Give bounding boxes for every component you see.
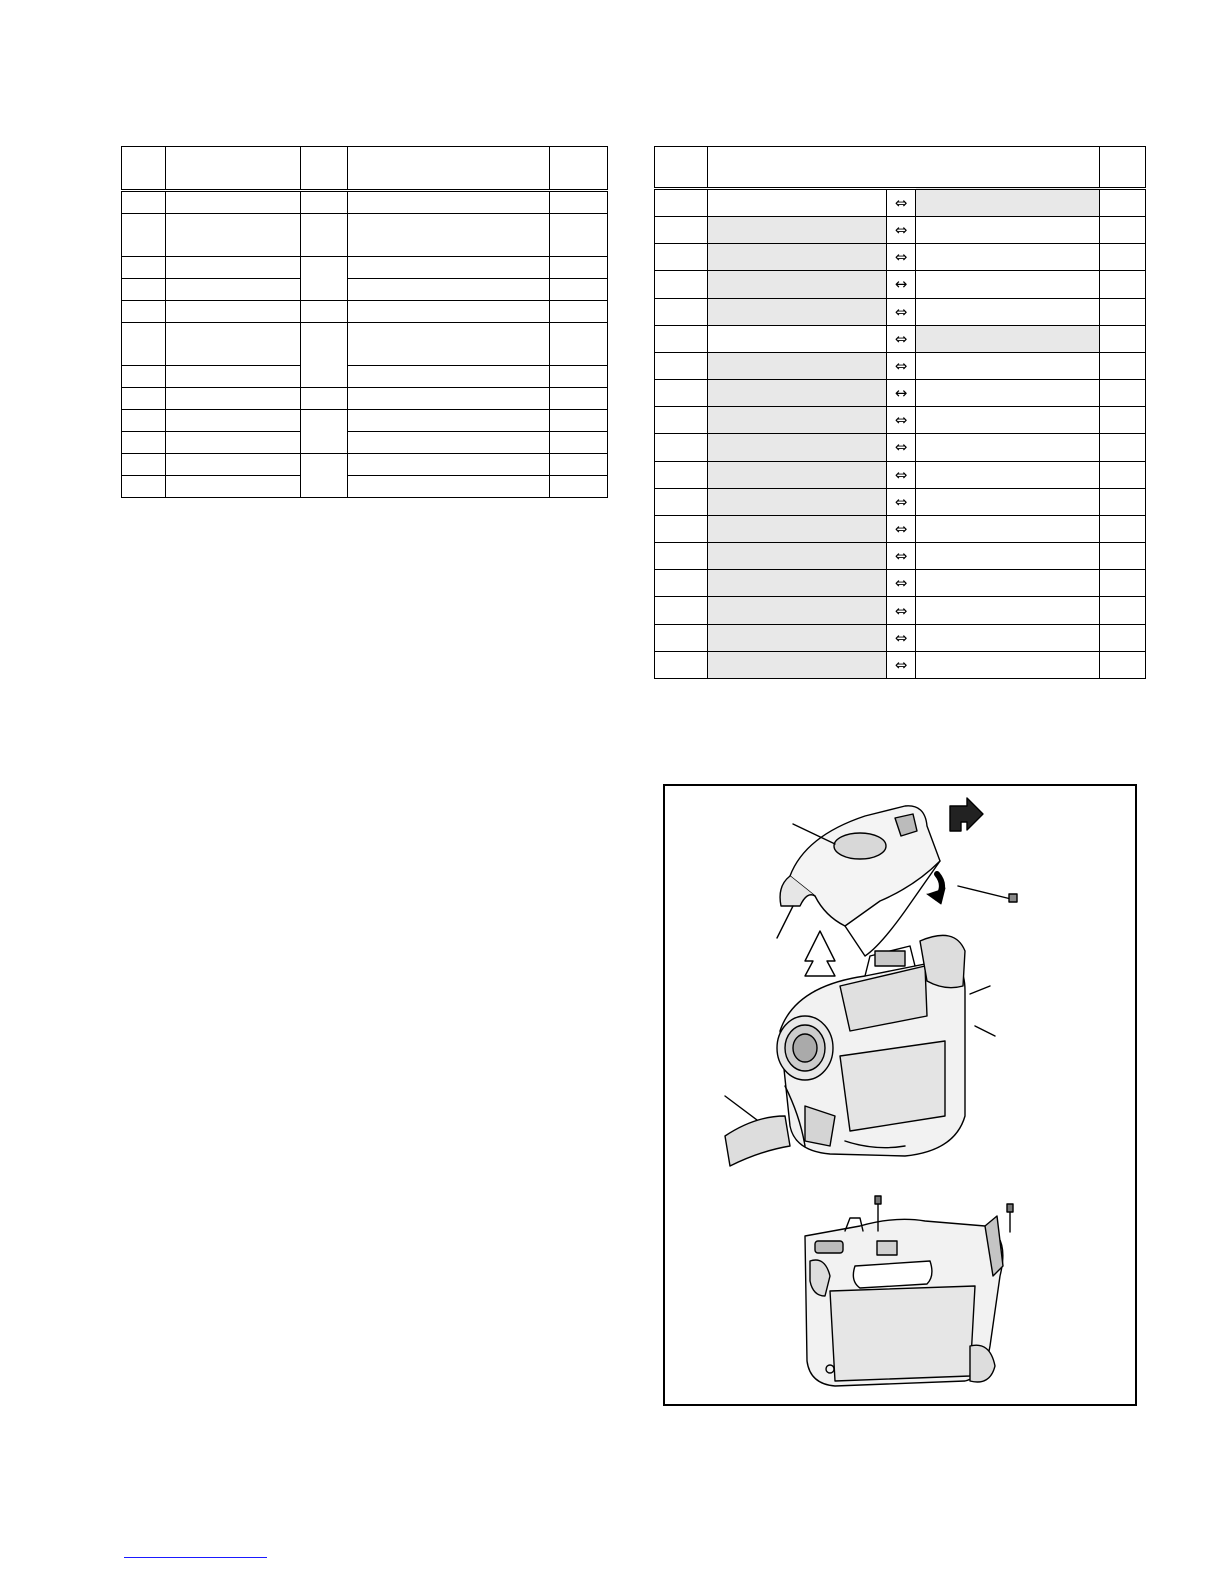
table-row	[655, 651, 1146, 678]
row-number-cell	[655, 515, 708, 542]
table-row	[122, 257, 608, 279]
right-connector-cell	[916, 461, 1100, 488]
row-number-cell	[655, 651, 708, 678]
connection-arrow-icon: ⇔	[887, 597, 916, 624]
left-connector-cell	[708, 298, 887, 325]
left-connector-cell	[708, 380, 887, 407]
row-number-cell	[655, 380, 708, 407]
connection-arrow-icon: ⇔	[887, 352, 916, 379]
table-row	[655, 624, 1146, 651]
remarks-cell	[1100, 380, 1146, 407]
table-row	[655, 188, 1146, 216]
row-number-cell	[655, 271, 708, 298]
right-connector-cell	[916, 325, 1100, 352]
right-header-cell	[655, 147, 708, 189]
table-row	[655, 244, 1146, 271]
table-row	[655, 488, 1146, 515]
row-number-cell	[655, 461, 708, 488]
table-row	[122, 279, 608, 301]
right-table-header-row	[655, 147, 1146, 189]
remarks-cell	[1100, 543, 1146, 570]
table-row	[122, 409, 608, 431]
connection-arrow-icon: ⇔	[887, 461, 916, 488]
table-row	[655, 434, 1146, 461]
table-row	[122, 475, 608, 497]
right-header-cell	[708, 147, 1100, 189]
right-connector-cell	[916, 217, 1100, 244]
left-connector-cell	[708, 597, 887, 624]
left-header-cell	[550, 147, 608, 191]
row-number-cell	[655, 597, 708, 624]
table-row	[122, 214, 608, 257]
table-row	[655, 570, 1146, 597]
table-row	[122, 387, 608, 409]
table-row	[655, 271, 1146, 298]
right-connector-cell	[916, 570, 1100, 597]
table-row	[655, 515, 1146, 542]
remarks-cell	[1100, 188, 1146, 216]
remarks-cell	[1100, 298, 1146, 325]
right-connector-cell	[916, 651, 1100, 678]
table-row	[655, 325, 1146, 352]
connection-arrow-icon: ⇔	[887, 624, 916, 651]
left-connector-cell	[708, 352, 887, 379]
right-connector-cell	[916, 597, 1100, 624]
left-connector-cell	[708, 570, 887, 597]
connection-arrow-icon: ⇔	[887, 515, 916, 542]
connection-arrow-icon: ⇔	[887, 217, 916, 244]
left-header-cell	[301, 147, 348, 191]
table-row	[655, 543, 1146, 570]
row-number-cell	[655, 188, 708, 216]
table-row	[122, 323, 608, 366]
connection-arrow-icon: ⇔	[887, 325, 916, 352]
connection-arrow-icon: ⇔	[887, 651, 916, 678]
remarks-cell	[1100, 515, 1146, 542]
table-row	[122, 191, 608, 214]
remarks-cell	[1100, 407, 1146, 434]
right-connector-cell	[916, 434, 1100, 461]
connection-arrow-icon: ⇔	[887, 188, 916, 216]
left-connector-cell	[708, 543, 887, 570]
left-connector-cell	[708, 515, 887, 542]
remarks-cell	[1100, 597, 1146, 624]
connection-arrow-icon: ⇔	[887, 570, 916, 597]
left-connector-cell	[708, 461, 887, 488]
left-connector-cell	[708, 407, 887, 434]
table-row	[655, 380, 1146, 407]
left-header-cell	[166, 147, 301, 191]
remarks-cell	[1100, 244, 1146, 271]
left-connector-cell	[708, 271, 887, 298]
right-connector-cell	[916, 515, 1100, 542]
row-number-cell	[655, 434, 708, 461]
connection-arrow-icon: ↔	[887, 271, 916, 298]
remarks-cell	[1100, 352, 1146, 379]
right-connector-cell	[916, 298, 1100, 325]
left-connector-cell	[708, 651, 887, 678]
left-header-cell	[122, 147, 166, 191]
connection-arrow-icon: ↔	[887, 380, 916, 407]
remarks-cell	[1100, 624, 1146, 651]
remarks-cell	[1100, 570, 1146, 597]
remarks-cell	[1100, 488, 1146, 515]
table-row	[122, 431, 608, 453]
disassembly-figure	[663, 784, 1137, 1406]
right-header-cell	[1100, 147, 1146, 189]
row-number-cell	[655, 543, 708, 570]
right-connector-cell	[916, 543, 1100, 570]
row-number-cell	[655, 217, 708, 244]
row-number-cell	[655, 488, 708, 515]
remarks-cell	[1100, 217, 1146, 244]
right-connector-cell	[916, 244, 1100, 271]
left-header-cell	[348, 147, 550, 191]
row-number-cell	[655, 624, 708, 651]
table-row	[655, 298, 1146, 325]
connection-arrow-icon: ⇔	[887, 434, 916, 461]
left-connector-cell	[708, 244, 887, 271]
right-connector-cell	[916, 380, 1100, 407]
left-connector-cell	[708, 488, 887, 515]
left-connector-cell	[708, 624, 887, 651]
connection-arrow-icon: ⇔	[887, 244, 916, 271]
right-connector-cell	[916, 271, 1100, 298]
remarks-cell	[1100, 434, 1146, 461]
table-row	[122, 365, 608, 387]
camcorder-top-cover-removal-illustration	[665, 786, 1135, 1404]
left-table	[121, 146, 608, 498]
table-row	[655, 461, 1146, 488]
right-connector-cell	[916, 488, 1100, 515]
remarks-cell	[1100, 651, 1146, 678]
remarks-cell	[1100, 461, 1146, 488]
right-connector-cell	[916, 624, 1100, 651]
left-connector-cell	[708, 325, 887, 352]
table-row	[655, 352, 1146, 379]
footer-link-rule	[124, 1557, 267, 1558]
row-number-cell	[655, 407, 708, 434]
left-table-header-row	[122, 147, 608, 191]
connection-arrow-icon: ⇔	[887, 407, 916, 434]
table-row	[122, 301, 608, 323]
table-row	[655, 217, 1146, 244]
row-number-cell	[655, 298, 708, 325]
table-row	[655, 597, 1146, 624]
table-row	[122, 453, 608, 475]
remarks-cell	[1100, 271, 1146, 298]
left-connector-cell	[708, 217, 887, 244]
right-connector-cell	[916, 188, 1100, 216]
row-number-cell	[655, 325, 708, 352]
right-table	[654, 146, 1146, 679]
remarks-cell	[1100, 325, 1146, 352]
connection-arrow-icon: ⇔	[887, 488, 916, 515]
right-connector-cell	[916, 352, 1100, 379]
row-number-cell	[655, 244, 708, 271]
right-connector-cell	[916, 407, 1100, 434]
left-connector-cell	[708, 188, 887, 216]
connection-arrow-icon: ⇔	[887, 298, 916, 325]
row-number-cell	[655, 352, 708, 379]
connection-arrow-icon: ⇔	[887, 543, 916, 570]
table-row	[655, 407, 1146, 434]
row-number-cell	[655, 570, 708, 597]
left-connector-cell	[708, 434, 887, 461]
